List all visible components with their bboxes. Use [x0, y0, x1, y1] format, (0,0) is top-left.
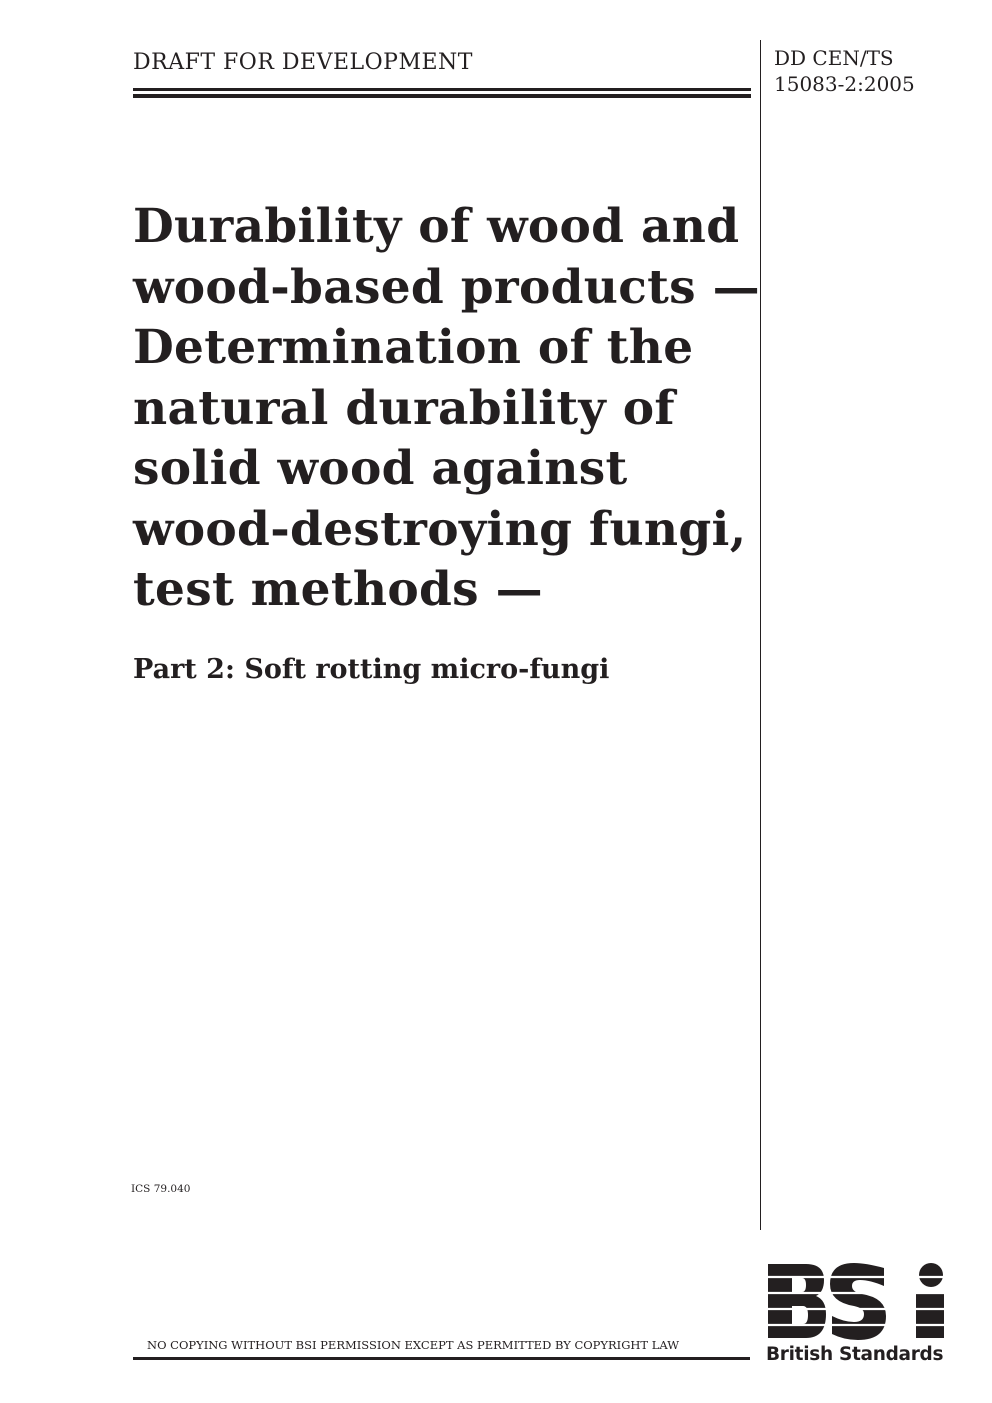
header-rule: [133, 88, 751, 98]
title-line: natural durability of: [133, 380, 675, 436]
copyright-notice: NO COPYING WITHOUT BSI PERMISSION EXCEPT AS PERMITTED BY COPYRIGHT LAW: [147, 1338, 680, 1352]
bsi-logo-subtitle: British Standards: [766, 1344, 944, 1365]
header-rule-thin: [133, 88, 751, 91]
draft-label: DRAFT FOR DEVELOPMENT: [133, 50, 473, 75]
ics-code: ICS 79.040: [131, 1183, 191, 1195]
title-line: Determination of the: [133, 320, 694, 375]
part-subtitle: Part 2: Soft rotting micro-fungi: [133, 654, 610, 685]
title-line: wood-based products —: [133, 259, 760, 315]
document-title: [133, 197, 760, 621]
title-line: wood-destroying fungi,: [133, 501, 747, 557]
vertical-divider: [760, 40, 761, 1230]
title-line: solid wood against: [133, 441, 628, 496]
title-line: test methods —: [133, 562, 543, 617]
footer-rule: [133, 1357, 750, 1360]
standard-ref-line1: DD CEN/TS: [774, 46, 894, 70]
header-rule-thick: [133, 94, 751, 98]
standard-reference: [774, 45, 915, 97]
standard-ref-line2: 15083-2:2005: [774, 72, 915, 96]
bsi-logo-mark: [768, 1263, 944, 1340]
title-line: Durability of wood and: [133, 199, 740, 254]
